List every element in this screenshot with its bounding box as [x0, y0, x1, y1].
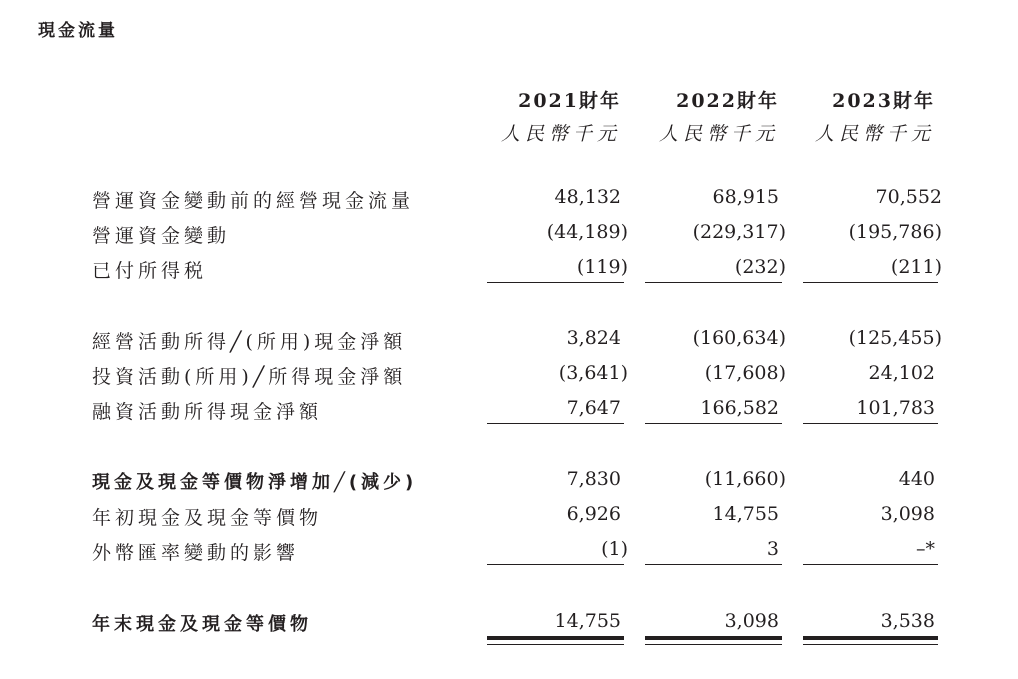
cell-2021: 7,647	[566, 397, 621, 419]
header-year-2023: 2023財年	[832, 90, 935, 112]
total-rule	[645, 644, 782, 645]
row-label: 外幣匯率變動的影響	[92, 542, 300, 564]
cell-2023: (125,455)	[848, 327, 942, 349]
cell-2022: 166,582	[700, 397, 779, 419]
cell-2021: 6,926	[566, 503, 621, 525]
row-label: 融資活動所得現金淨額	[92, 401, 323, 423]
cell-2022: (11,660)	[704, 468, 786, 490]
section-title: 現金流量	[38, 21, 118, 41]
cell-2021: 3,824	[566, 327, 621, 349]
cell-2022: 68,915	[712, 186, 779, 208]
cell-2021: 14,755	[554, 610, 621, 632]
cell-2021: (119)	[576, 256, 628, 278]
cell-2023: (211)	[890, 256, 942, 278]
header-year-2022: 2022財年	[676, 90, 779, 112]
cell-2023: –*	[916, 538, 935, 560]
cell-2023: 101,783	[856, 397, 935, 419]
cell-2022: 3	[766, 538, 779, 560]
cell-2021: 48,132	[554, 186, 621, 208]
subtotal-rule	[645, 282, 782, 283]
total-rule	[803, 644, 938, 645]
total-rule	[803, 636, 938, 640]
subtotal-rule	[487, 564, 624, 565]
subtotal-rule	[803, 564, 938, 565]
cell-2021: (44,189)	[546, 221, 628, 243]
row-label: 營運資金變動	[92, 225, 231, 247]
subtotal-rule	[487, 423, 624, 424]
header-unit-2023: 人民幣千元	[814, 123, 935, 145]
row-label: 現金及現金等價物淨增加╱(減少)	[92, 472, 418, 493]
header-unit-2022: 人民幣千元	[658, 123, 779, 145]
cell-2022: (17,608)	[704, 362, 786, 384]
cell-2023: (195,786)	[848, 221, 942, 243]
subtotal-rule	[645, 423, 782, 424]
total-rule	[487, 636, 624, 640]
cell-2021: 7,830	[566, 468, 621, 490]
total-rule	[645, 636, 782, 640]
cell-2022: (232)	[734, 256, 786, 278]
cell-2021: (3,641)	[558, 362, 628, 384]
cell-2023: 70,552	[875, 186, 942, 208]
row-label: 經營活動所得╱(所用)現金淨額	[92, 331, 407, 353]
cell-2021: (1)	[601, 538, 628, 560]
header-unit-2021: 人民幣千元	[500, 123, 621, 145]
row-label: 投資活動(所用)╱所得現金淨額	[92, 366, 407, 388]
total-rule	[487, 644, 624, 645]
cell-2022: 3,098	[724, 610, 779, 632]
subtotal-rule	[803, 282, 938, 283]
row-label: 年末現金及現金等價物	[92, 614, 312, 635]
row-label: 已付所得税	[92, 260, 208, 282]
cell-2023: 3,538	[880, 610, 935, 632]
cell-2023: 440	[898, 468, 935, 490]
subtotal-rule	[487, 282, 624, 283]
subtotal-rule	[645, 564, 782, 565]
cell-2023: 24,102	[868, 362, 935, 384]
cell-2022: 14,755	[712, 503, 779, 525]
cell-2023: 3,098	[880, 503, 935, 525]
subtotal-rule	[803, 423, 938, 424]
row-label: 營運資金變動前的經營現金流量	[92, 190, 415, 212]
header-year-2021: 2021財年	[518, 90, 621, 112]
cell-2022: (160,634)	[692, 327, 786, 349]
row-label: 年初現金及現金等價物	[92, 507, 323, 529]
cell-2022: (229,317)	[692, 221, 786, 243]
